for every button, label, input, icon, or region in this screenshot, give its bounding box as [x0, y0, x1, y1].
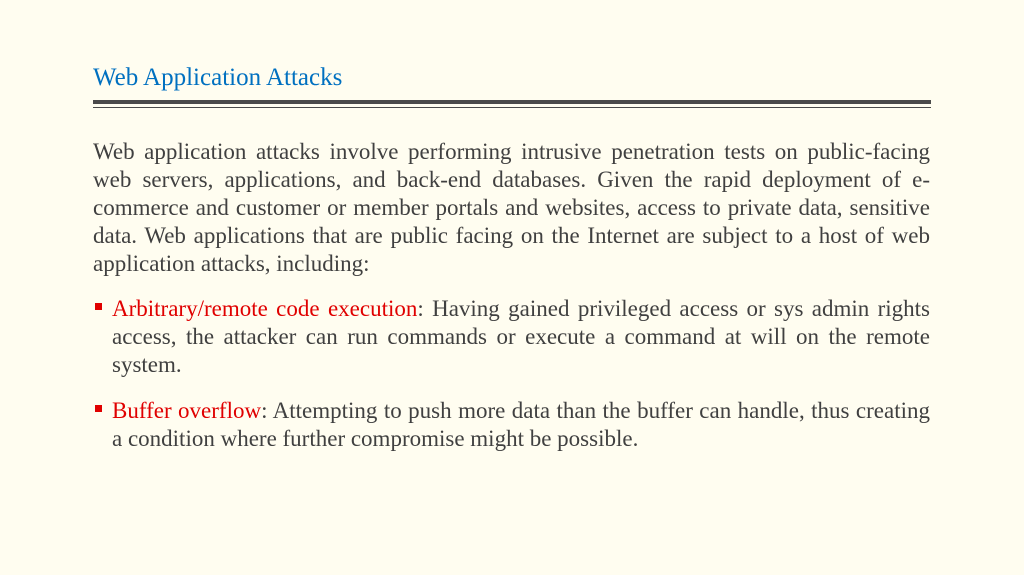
bullet-text: : Having gained privileged access or sys admin rights access, the attacker can run commands or execute a command at will on the remote system. — [112, 296, 930, 377]
bullet-term: Buffer overflow — [112, 398, 262, 423]
title-rule-thin — [93, 107, 931, 108]
square-bullet-icon — [95, 405, 102, 412]
bullet-item-code-execution — [93, 295, 930, 379]
bullet-text: : Attempting to push more data than the buffer can handle, thus creating a condition where further compromise might be possible. — [112, 398, 930, 451]
title-rule-thick — [93, 100, 931, 104]
intro-paragraph: Web application attacks involve performing intrusive penetration tests on public-facing web servers, applications, and back-end databases. Given the rapid deployment of e-commerce and customer or member portals and websites, access to private data, sensitive data. Web applications that are public facing on the Internet are subject to a host of web application attacks, including: — [93, 139, 930, 276]
bullet-item-buffer-overflow — [93, 397, 930, 453]
square-bullet-icon — [95, 303, 102, 310]
bullet-term: Arbitrary/remote code execution — [112, 296, 418, 321]
slide-title: Web Application Attacks — [93, 64, 343, 91]
